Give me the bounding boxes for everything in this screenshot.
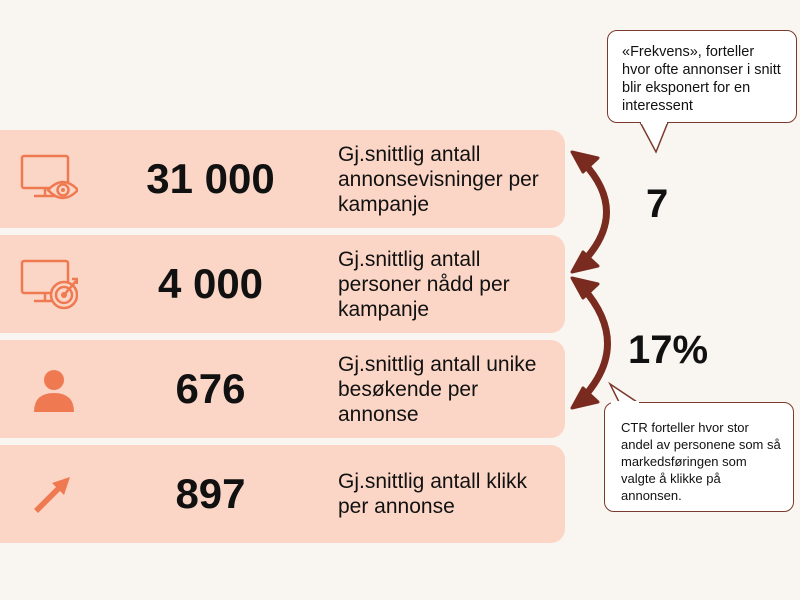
ctr-ratio: 17% [628, 328, 709, 372]
ctr-callout: CTR forteller hvor stor andel av personene som så markedsføringen som valgte å klikke på annonsen. [604, 402, 794, 512]
tail-join-frequency [641, 121, 667, 124]
metric-value: 897 [175, 470, 246, 517]
metric-value: 31 000 [146, 155, 275, 202]
frequency-ratio: 7 [646, 182, 669, 226]
metric-label: Gj.snittlig antall unike besøkende per annonse [338, 352, 537, 426]
frequency-callout: «Frekvens», forteller hvor ofte annonser i snitt blir eksponert for en interessent [607, 30, 797, 123]
curved-arrow-ctr [572, 278, 608, 408]
metric-label: Gj.snittlig antall klikk per annonse [338, 470, 528, 518]
tail-join-ctr [611, 401, 639, 404]
metric-value: 4 000 [157, 260, 264, 307]
curved-arrow-frequency [572, 152, 607, 272]
callout-tail-frequency [640, 122, 668, 152]
metric-value: 676 [175, 365, 246, 412]
metric-label: Gj.snittlig antall personer nådd per kampanje [338, 247, 510, 321]
metric-label: Gj.snittlig antall annonsevisninger per kampanje [338, 142, 539, 216]
